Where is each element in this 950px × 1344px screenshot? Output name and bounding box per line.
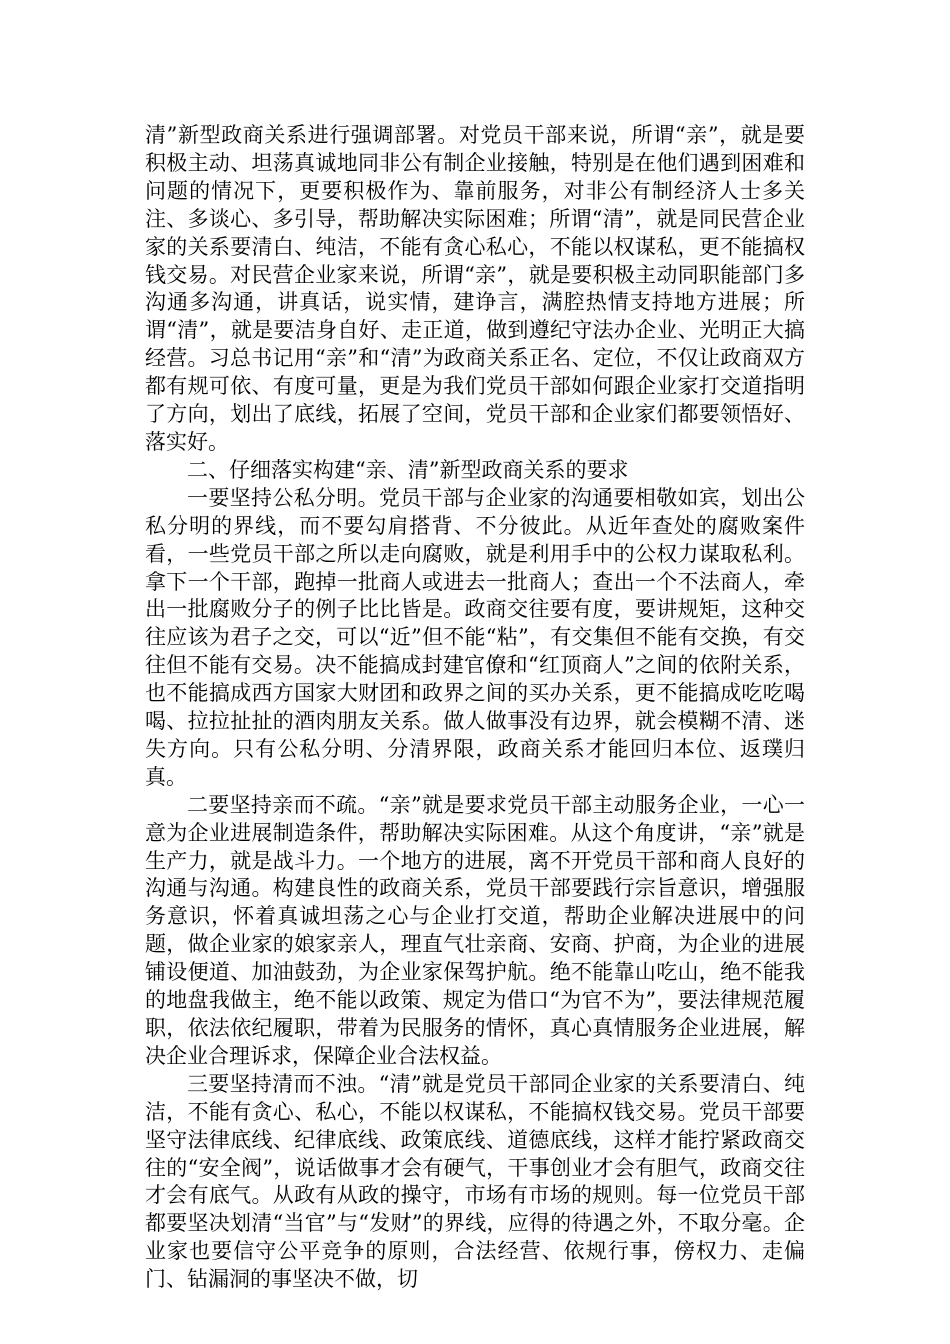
body-paragraph-continued: 清”新型政商关系进行强调部署。对党员干部来说，所谓“亲”，就是要积极主动、坦荡真诚地同非公有制企业接触，特别是在他们遇到困难和问题的情况下，更要积极作为、靠前服务，对非公有制经济人士多关注、多谈心、多引导，帮助解决实际困难；所谓“清”，就是同民营企业家的关系要清白、纯洁，不能有贪心私心，不能以权谋私，更不能搞权钱交易。对民营企业家来说，所谓“亲”，就是要积极主动同职能部门多沟通多沟通，讲真话，说实情，建诤言，满腔热情支持地方进展；所谓“清”，就是要洁身自好、走正道，做到遵纪守法办企业、光明正大搞经营。习总书记用“亲”和“清”为政商关系正名、定位，不仅让政商双方都有规可依、有度可量，更是为我们党员干部如何跟企业家打交道指明了方向，划出了底线，拓展了空间，党员干部和企业家们都要领悟好、落实好。: [145, 123, 805, 454]
section-heading: 二、仔细落实构建“亲、清”新型政商关系的要求: [187, 457, 629, 482]
body-paragraph: 三要坚持清而不浊。“清”就是党员干部同企业家的关系要清白、纯洁，不能有贪心、私心，不能以权谋私，不能搞权钱交易。党员干部要坚守法律底线、纪律底线、政策底线、道德底线，这样才能拧紧政商交往的“安全阀”，说话做事才会有硬气，干事创业才会有胆气，政商交往才会有底气。从政有从政的操守，市场有市场的规则。每一位党员干部都要坚决划清“当官”与“发财”的界线，应得的待遇之外，不取分毫。企业家也要信守公平竞争的原则，合法经营、依规行事，傍权力、走偏门、钻漏洞的事坚决不做，切: [145, 1071, 805, 1292]
body-paragraph: 二要坚持亲而不疏。“亲”就是要求党员干部主动服务企业，一心一意为企业进展制造条件，帮助解决实际困难。从这个角度讲，“亲”就是生产力，就是战斗力。一个地方的进展，离不开党员干部和商人良好的沟通与沟通。构建良性的政商关系，党员干部要践行宗旨意识，增强服务意识，怀着真诚坦荡之心与企业打交道，帮助企业解决进展中的问题，做企业家的娘家亲人，理直气壮亲商、安商、护商，为企业的进展铺设便道、加油鼓劲，为企业家保驾护航。绝不能靠山吃山，绝不能我的地盘我做主，绝不能以政策、规定为借口“为官不为”，要法律规范履职，依法依纪履职，带着为民服务的情怀，真心真情服务企业进展，解决企业合理诉求，保障企业合法权益。: [145, 792, 805, 1068]
body-paragraph: 一要坚持公私分明。党员干部与企业家的沟通要相敬如宾，划出公私分明的界线，而不要勾肩搭背、不分彼此。从近年查处的腐败案件看，一些党员干部之所以走向腐败，就是利用手中的公权力谋取私利。拿下一个干部，跑掉一批商人或进去一批商人；查出一个不法商人，牵出一批腐败分子的例子比比皆是。政商交往要有度，要讲规矩，这种交往应该为君子之交，可以“近”但不能“粘”，有交集但不能有交换，有交往但不能有交易。决不能搞成封建官僚和“红顶商人”之间的依附关系，也不能搞成西方国家大财团和政界之间的买办关系，更不能搞成吃吃喝喝、拉拉扯扯的酒肉朋友关系。做人做事没有边界，就会模糊不清、迷失方向。只有公私分明、分清界限，政商关系才能回归本位、返璞归真。: [145, 485, 805, 789]
document-page: [145, 122, 805, 1294]
